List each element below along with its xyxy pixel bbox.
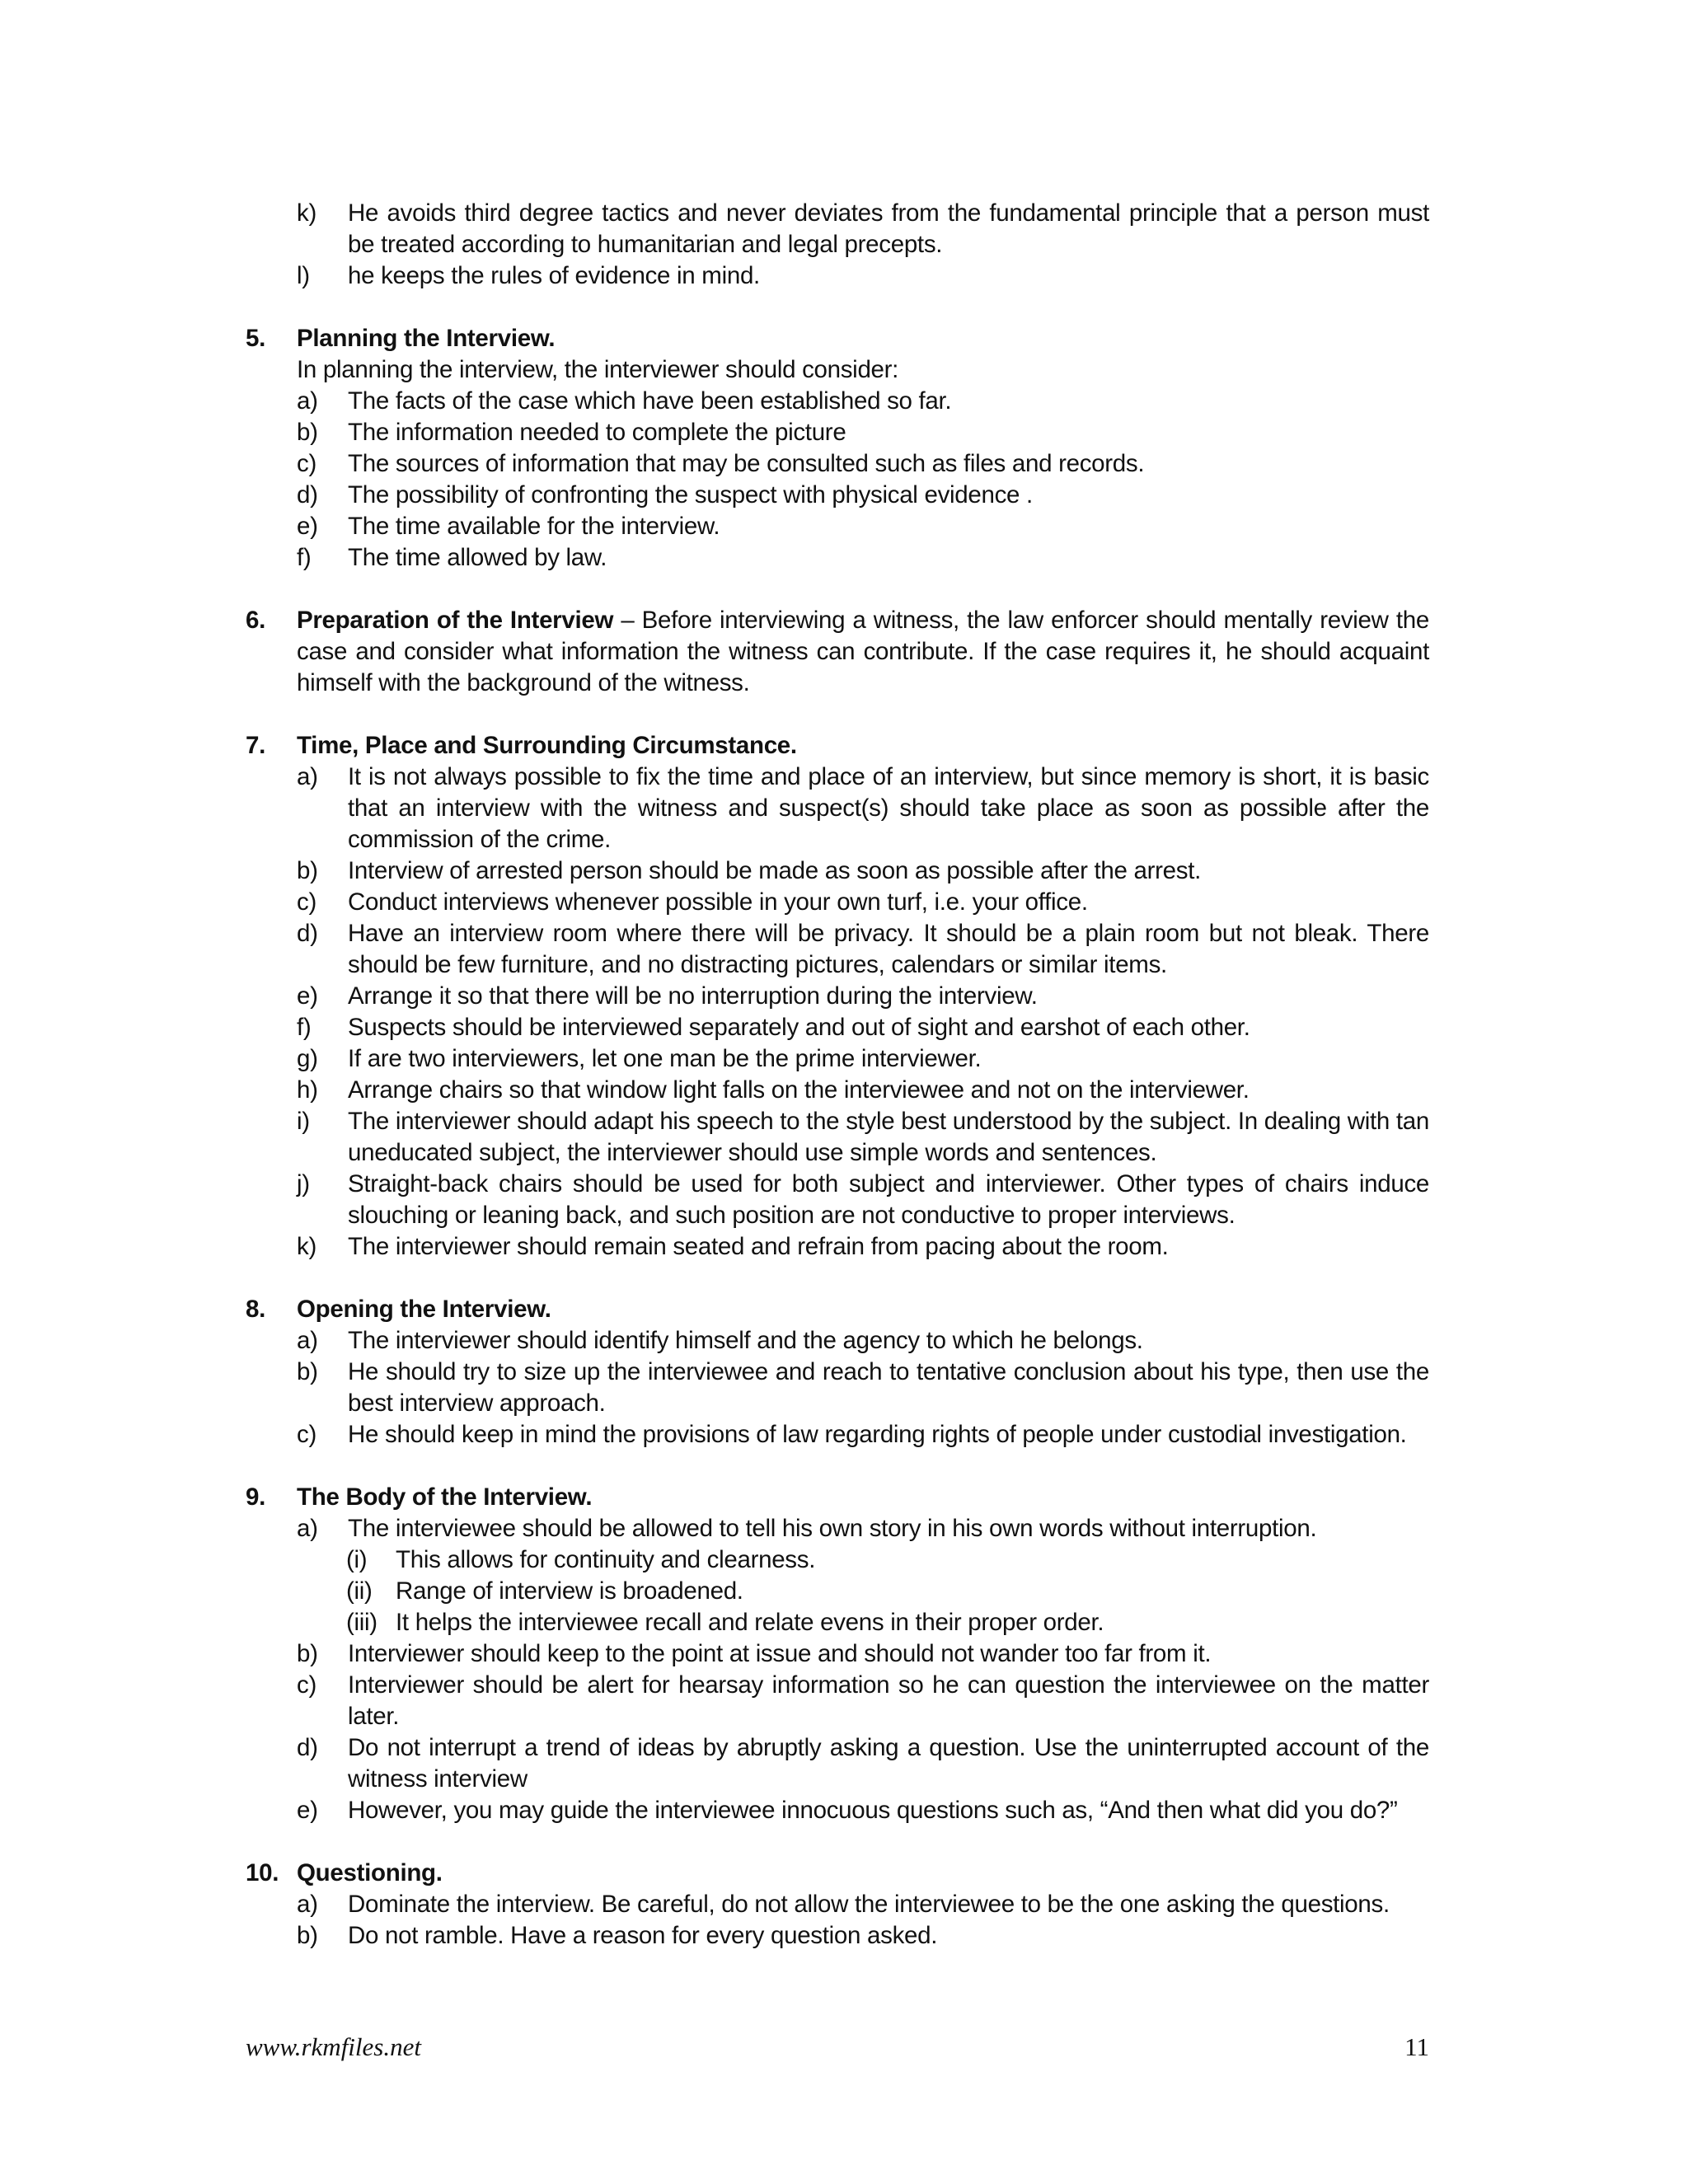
list-item	[297, 1670, 1429, 1732]
item-label: e)	[297, 982, 318, 1010]
item-label: l)	[297, 262, 310, 289]
list-item	[297, 918, 1429, 981]
item-label: i)	[297, 1108, 310, 1135]
section-heading	[246, 1858, 1429, 1889]
list-item	[297, 855, 1429, 887]
item-text: The interviewer should remain seated and refrain from pacing about the room.	[348, 1233, 1169, 1260]
item-label: f)	[297, 544, 312, 571]
sub-item-text: This allows for continuity and clearness.	[396, 1546, 816, 1573]
item-text: Do not interrupt a trend of ideas by abruptly asking a question. Use the uninterrupted account of the witness interview	[348, 1734, 1429, 1793]
item-label: k)	[297, 199, 316, 227]
sub-list	[346, 1544, 1429, 1638]
list-item	[297, 1325, 1429, 1357]
list-item	[297, 1169, 1429, 1231]
sub-item-label: (ii)	[346, 1577, 373, 1605]
item-label: b)	[297, 857, 318, 884]
item-text: He avoids third degree tactics and never deviates from the fundamental principle that a person must be treated according to humanitarian and legal precepts.	[348, 199, 1429, 258]
section-title: Opening the Interview.	[297, 1296, 551, 1323]
section-time-place	[246, 730, 1429, 1263]
section-body	[297, 354, 1429, 574]
item-label: a)	[297, 1891, 318, 1918]
item-text: The time available for the interview.	[348, 513, 720, 540]
item-text: The sources of information that may be consulted such as files and records.	[348, 450, 1145, 477]
item-label: b)	[297, 1640, 318, 1667]
item-label: k)	[297, 1233, 316, 1260]
section-number: 6.	[246, 607, 266, 634]
item-text: The interviewer should identify himself and the agency to which he belongs.	[348, 1327, 1143, 1354]
section-heading	[246, 1482, 1429, 1513]
list-item	[297, 1357, 1429, 1419]
item-text: If are two interviewers, let one man be the prime interviewer.	[348, 1045, 982, 1072]
list-item	[297, 1889, 1429, 1920]
item-text: Conduct interviews whenever possible in your own turf, i.e. your office.	[348, 888, 1088, 916]
section-text	[297, 605, 1429, 699]
section-number: 7.	[246, 732, 266, 759]
sub-item-label: (iii)	[346, 1609, 377, 1636]
item-text: He should keep in mind the provisions of law regarding rights of people under custodial investigation.	[348, 1421, 1407, 1448]
list-item	[297, 1638, 1429, 1670]
item-label: c)	[297, 888, 316, 916]
list-item	[297, 260, 1429, 292]
item-text: Have an interview room where there will be privacy. It should be a plain room but not bleak. There should be few furniture, and no distracting pictures, calendars or similar items.	[348, 920, 1429, 978]
section-number: 9.	[246, 1483, 266, 1511]
section-heading	[246, 323, 1429, 354]
list-item	[297, 1419, 1429, 1451]
item-label: a)	[297, 1327, 318, 1354]
section-number: 5.	[246, 325, 266, 352]
section-heading	[246, 730, 1429, 762]
section-description: – Before interviewing a witness, the law enforcer should mentally review the case and consider what information the witness can contribute. If the case requires it, he should acquaint himself with the background of the witness.	[297, 607, 1429, 696]
item-text: Interview of arrested person should be made as soon as possible after the arrest.	[348, 857, 1202, 884]
list-item	[297, 386, 1429, 417]
item-label: h)	[297, 1076, 318, 1104]
list-item	[297, 1043, 1429, 1075]
section-body	[297, 1513, 1429, 1826]
section-title: Time, Place and Surrounding Circumstance.	[297, 732, 797, 759]
section-opening-interview	[246, 1294, 1429, 1451]
item-label: f)	[297, 1014, 312, 1041]
item-label: a)	[297, 1515, 318, 1542]
item-text: The facts of the case which have been established so far.	[348, 387, 952, 415]
item-label: e)	[297, 513, 318, 540]
section-body	[297, 1325, 1429, 1451]
item-label: c)	[297, 450, 316, 477]
list-item	[297, 1732, 1429, 1795]
item-text: Straight-back chairs should be used for both subject and interviewer. Other types of chairs induce slouching or leaning back, and such position are not conductive to proper interviews.	[348, 1170, 1429, 1229]
list-item	[297, 1795, 1429, 1826]
section-title: Preparation of the Interview	[297, 607, 614, 634]
item-label: e)	[297, 1797, 318, 1824]
section-title: Planning the Interview.	[297, 325, 556, 352]
item-label: a)	[297, 763, 318, 790]
item-text: Dominate the interview. Be careful, do not allow the interviewee to be the one asking the questions.	[348, 1891, 1390, 1918]
section-preparation-interview	[246, 605, 1429, 699]
continued-list	[297, 198, 1429, 292]
item-label: c)	[297, 1671, 316, 1699]
item-label: j)	[297, 1170, 310, 1197]
page-number: 11	[1404, 2032, 1429, 2061]
item-text: Interviewer should be alert for hearsay information so he can question the interviewee on the matter later.	[348, 1671, 1429, 1730]
item-label: d)	[297, 1734, 318, 1761]
list-item	[297, 417, 1429, 448]
item-text: Interviewer should keep to the point at issue and should not wander too far from it.	[348, 1640, 1212, 1667]
item-text: Suspects should be interviewed separately and out of sight and earshot of each other.	[348, 1014, 1250, 1041]
list-item	[297, 1920, 1429, 1952]
item-label: d)	[297, 920, 318, 947]
item-text: He should try to size up the interviewee and reach to tentative conclusion about his type, then use the best interview approach.	[348, 1358, 1429, 1417]
list-item	[297, 887, 1429, 918]
list-item	[297, 762, 1429, 855]
sub-list-item	[346, 1544, 1429, 1576]
list-item	[297, 448, 1429, 480]
section-body-interview	[246, 1482, 1429, 1826]
list-item	[297, 198, 1429, 260]
list-item	[297, 1231, 1429, 1263]
item-text: Arrange it so that there will be no interruption during the interview.	[348, 982, 1038, 1010]
section-number: 8.	[246, 1296, 266, 1323]
sub-item-text: Range of interview is broadened.	[396, 1577, 743, 1605]
list-item	[297, 1012, 1429, 1043]
list-item	[297, 1075, 1429, 1106]
item-text: It is not always possible to fix the time and place of an interview, but since memory is short, it is basic that an interview with the witness and suspect(s) should take place as soon as possible after the commission of the crime.	[348, 763, 1429, 853]
item-label: a)	[297, 387, 318, 415]
item-text: The time allowed by law.	[348, 544, 607, 571]
section-title: Questioning.	[297, 1859, 443, 1886]
item-text: The possibility of confronting the suspect with physical evidence .	[348, 481, 1033, 509]
item-text: The information needed to complete the picture	[348, 419, 846, 446]
section-title: The Body of the Interview.	[297, 1483, 593, 1511]
list-item	[297, 1513, 1429, 1544]
item-text: he keeps the rules of evidence in mind.	[348, 262, 760, 289]
section-heading	[246, 1294, 1429, 1325]
item-text: However, you may guide the interviewee innocuous questions such as, “And then what did you do?”	[348, 1797, 1398, 1824]
list-item	[297, 981, 1429, 1012]
section-questioning	[246, 1858, 1429, 1952]
footer-website: www.rkmfiles.net	[246, 2032, 421, 2061]
section-body	[297, 1889, 1429, 1952]
item-label: c)	[297, 1421, 316, 1448]
list-item	[297, 480, 1429, 511]
section-body	[297, 762, 1429, 1263]
sub-item-label: (i)	[346, 1546, 368, 1573]
section-intro: In planning the interview, the interviewer should consider:	[297, 356, 899, 383]
sub-list-item	[346, 1607, 1429, 1638]
section-planning-interview	[246, 323, 1429, 574]
item-text: The interviewer should adapt his speech to the style best understood by the subject. In dealing with tan uneducated subject, the interviewer should use simple words and sentences.	[348, 1108, 1429, 1166]
sub-list-item	[346, 1576, 1429, 1607]
item-label: g)	[297, 1045, 318, 1072]
item-label: b)	[297, 1922, 318, 1949]
list-item	[297, 1106, 1429, 1169]
item-label: b)	[297, 1358, 318, 1385]
sub-item-text: It helps the interviewee recall and relate evens in their proper order.	[396, 1609, 1104, 1636]
item-text: The interviewee should be allowed to tell his own story in his own words without interruption.	[348, 1515, 1317, 1542]
item-text: Do not ramble. Have a reason for every question asked.	[348, 1922, 938, 1949]
page-content	[246, 198, 1429, 1952]
item-label: b)	[297, 419, 318, 446]
item-text: Arrange chairs so that window light falls on the interviewee and not on the interviewer.	[348, 1076, 1250, 1104]
item-label: d)	[297, 481, 318, 509]
list-item	[297, 542, 1429, 574]
section-paragraph	[246, 605, 1429, 699]
section-number: 10.	[246, 1859, 279, 1886]
list-item	[297, 511, 1429, 542]
